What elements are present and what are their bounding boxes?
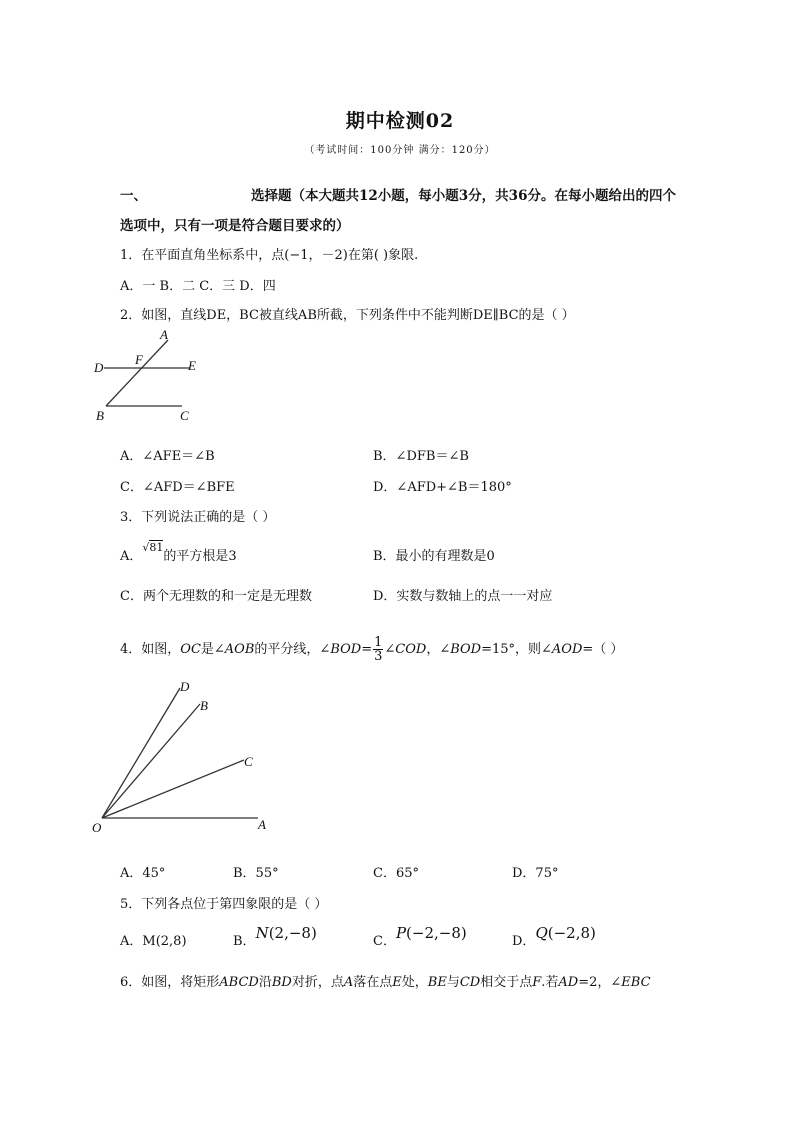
- question-2-option-b: B．∠DFB＝∠B: [373, 449, 469, 464]
- section-number: 一、: [120, 188, 147, 204]
- point-letter: Q: [535, 924, 548, 942]
- radical-icon: √: [142, 541, 150, 554]
- label-o: O: [92, 820, 102, 835]
- point-letter: P: [395, 924, 407, 942]
- question-5-option-d: [512, 924, 596, 949]
- question-5-option-a: A．M(2,8): [120, 934, 187, 949]
- stem-var: BD: [271, 975, 292, 990]
- point-letter: N: [255, 924, 269, 942]
- stem-text: 与: [446, 975, 460, 990]
- question-4-option-d: D．75°: [512, 866, 559, 881]
- stem-text: ∠: [384, 642, 396, 657]
- page-title: 期中检测02: [345, 110, 455, 132]
- sqrt-expression: [142, 541, 163, 554]
- stem-var: CD: [459, 975, 481, 990]
- question-3-option-c: C．两个无理数的和一定是无理数: [120, 589, 312, 604]
- point-coords: (−2,8): [547, 924, 596, 942]
- stem-text: ，∠: [426, 642, 451, 657]
- section-heading-line2: 选项中，只有一项是符合题目要求的）: [120, 218, 350, 234]
- line-ab: [106, 340, 168, 406]
- fraction-numerator: 1: [374, 635, 383, 650]
- stem-text: 处，: [401, 975, 428, 990]
- stem-text: 是∠: [200, 642, 225, 657]
- question-4-option-b: B．55°: [233, 866, 279, 881]
- label-a: A: [258, 817, 266, 832]
- question-3-option-a: [120, 541, 237, 564]
- stem-text: .若: [541, 975, 559, 990]
- question-4-option-c: C．65°: [373, 866, 419, 881]
- stem-var: F: [532, 975, 542, 990]
- stem-text: 落在点: [353, 975, 393, 990]
- stem-text: =15°，则∠: [481, 642, 552, 657]
- stem-text: 6．如图，将矩形: [120, 975, 220, 990]
- fraction-one-third: [373, 636, 383, 663]
- option-a-prefix: A．: [120, 549, 143, 564]
- label-b: B: [200, 698, 208, 713]
- question-5-option-b: [233, 924, 317, 949]
- question-1-stem: 1．在平面直角坐标系中，点(−1，－2)在第( )象限.: [120, 248, 419, 263]
- option-prefix: C．: [373, 934, 396, 949]
- label-d: D: [180, 679, 190, 694]
- stem-var: EBC: [621, 975, 651, 990]
- stem-var: AOD: [551, 642, 583, 657]
- stem-var: BE: [427, 975, 447, 990]
- label-d: D: [94, 360, 104, 375]
- stem-text: 4．如图，: [120, 642, 181, 657]
- point-expression: [535, 924, 595, 942]
- question-2-stem: 2．如图，直线DE，BC被直线AB所截，下列条件中不能判断DE∥BC的是（ ）: [120, 308, 575, 323]
- question-2-option-d: D．∠AFD+∠B＝180°: [373, 480, 512, 495]
- question-4-stem: [120, 636, 623, 663]
- question-4-option-a: A．45°: [120, 866, 166, 881]
- ray-od: [102, 688, 180, 818]
- point-expression: [256, 924, 317, 942]
- stem-text: 对折，点: [291, 975, 344, 990]
- stem-text: 的平分线，∠: [254, 642, 331, 657]
- stem-var: AD: [558, 975, 579, 990]
- question-4-figure: [88, 676, 278, 838]
- stem-text: 相交于点: [480, 975, 533, 990]
- point-expression: [396, 924, 467, 942]
- stem-text: 沿: [258, 975, 272, 990]
- stem-var: OC: [180, 642, 201, 657]
- question-2-option-c: C．∠AFD＝∠BFE: [120, 480, 235, 495]
- option-prefix: D．: [512, 934, 536, 949]
- label-f: F: [135, 352, 143, 367]
- ray-oc: [102, 760, 244, 818]
- label-b: B: [96, 408, 104, 423]
- stem-text: =: [361, 642, 373, 657]
- question-3-option-d: D．实数与数轴上的点一一对应: [373, 589, 553, 604]
- section-heading-line1: 选择题（本大题共12小题，每小题3分，共36分。在每小题给出的四个: [251, 188, 676, 204]
- stem-var: BOD: [330, 642, 362, 657]
- ray-ob: [102, 704, 200, 818]
- question-1-options: A．一 B．二 C．三 D．四: [120, 279, 276, 294]
- stem-text: =（ ）: [582, 642, 624, 657]
- stem-var: COD: [395, 642, 427, 657]
- stem-var: ABCD: [219, 975, 259, 990]
- stem-var: AOB: [224, 642, 255, 657]
- question-5-option-c: [373, 924, 467, 949]
- question-6-stem: [120, 971, 651, 990]
- label-a: A: [160, 327, 168, 342]
- question-3-option-b: B．最小的有理数是0: [373, 549, 495, 564]
- point-coords: (−2,−8): [406, 924, 467, 942]
- question-5-stem: 5．下列各点位于第四象限的是（ ）: [120, 897, 328, 912]
- question-2-option-a: A．∠AFE＝∠B: [120, 449, 215, 464]
- question-3-stem: 3．下列说法正确的是（ ）: [120, 510, 276, 525]
- point-coords: (2,−8): [268, 924, 317, 942]
- radicand: 81: [149, 541, 164, 554]
- stem-var: BOD: [450, 642, 482, 657]
- label-c: C: [244, 754, 253, 769]
- fraction-denominator: 3: [374, 649, 383, 664]
- stem-var: A: [343, 975, 354, 990]
- label-e: E: [188, 358, 196, 373]
- question-2-figure: [90, 326, 220, 426]
- option-prefix: B．: [233, 934, 256, 949]
- stem-var: E: [392, 975, 402, 990]
- option-a-text: 的平方根是3: [163, 549, 237, 564]
- label-c: C: [180, 408, 189, 423]
- stem-text: =2，∠: [578, 975, 622, 990]
- exam-info: （考试时间：100分钟 满分：120分）: [304, 145, 496, 156]
